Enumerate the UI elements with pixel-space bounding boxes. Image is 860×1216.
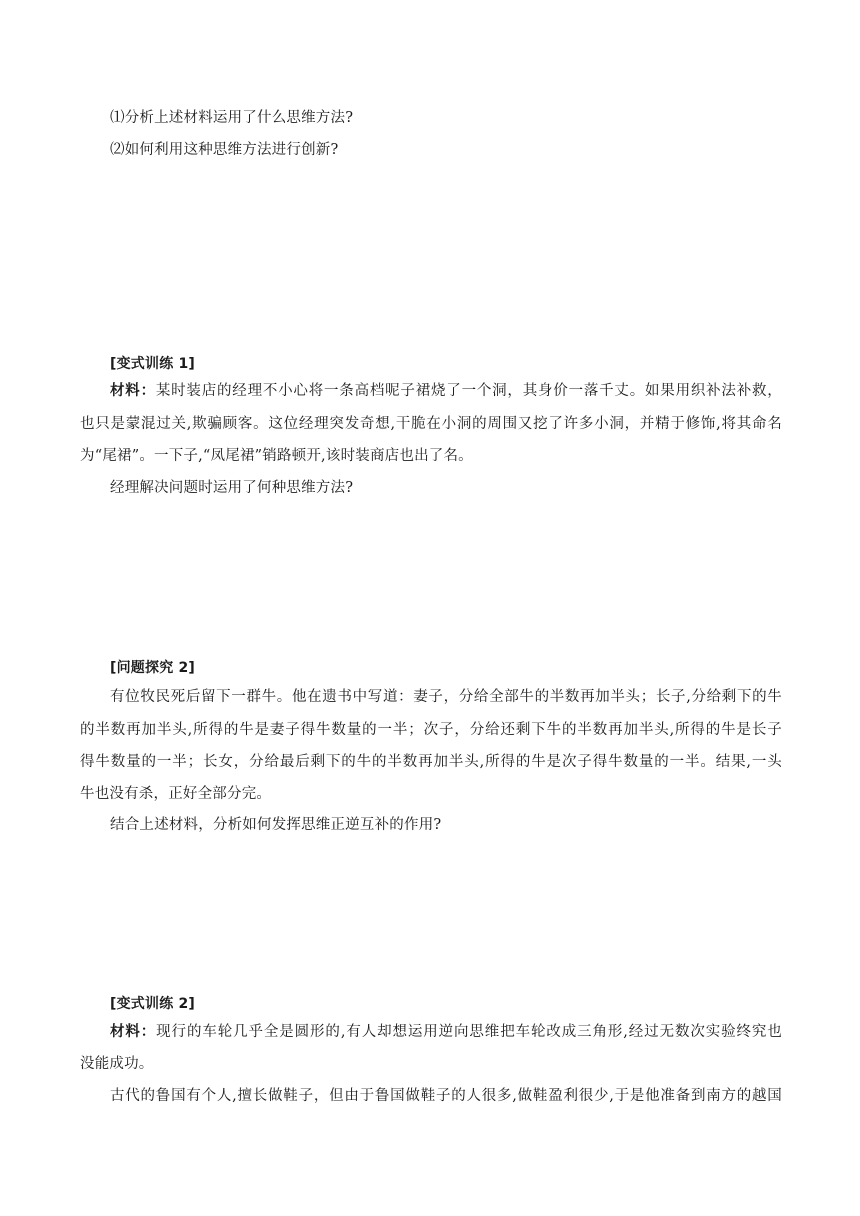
- material-label: 材料：: [110, 383, 156, 399]
- section1-paragraph-line-2: 也只是蒙混过关,欺骗顾客。这位经理突发奇想,干脆在小洞的周围又挖了许多小洞，并精于修饰,将其命名: [80, 416, 782, 432]
- section-heading-problem-inquiry-2: [问题探究 2]: [110, 660, 196, 676]
- material-label: 材料：: [110, 1024, 157, 1040]
- section2-paragraph-line-3: 得牛数量的一半；长女，分给最后剩下的牛的半数再加半头,所得的牛是次子得牛数量的一半。结果,一头: [80, 754, 782, 770]
- section1-line-1-text: 某时装店的经理不小心将一条高档呢子裙烧了一个洞，其身价一落千丈。如果用织补法补救，: [155, 383, 782, 399]
- section-heading-variant-training-1: [变式训练 1]: [110, 356, 196, 372]
- section2-paragraph-line-4: 牛也没有杀，正好全部分完。: [80, 786, 272, 802]
- section3-paragraph-line-3: 古代的鲁国有个人,擅长做鞋子，但由于鲁国做鞋子的人很多,做鞋盈利很少,于是他准备到南方的越国: [110, 1088, 782, 1104]
- question-1: ⑴分析上述材料运用了什么思维方法?: [110, 110, 354, 126]
- section2-paragraph-line-1: 有位牧民死后留下一群牛。他在遗书中写道：妻子，分给全部牛的半数再加半头；长子,分给剩下的牛: [110, 689, 782, 705]
- section2-paragraph-line-2: 的半数再加半头,所得的牛是妻子得牛数量的一半；次子，分给还剩下牛的半数再加半头,所得的牛是长子: [80, 722, 782, 738]
- section3-paragraph-line-2: 没能成功。: [80, 1056, 154, 1072]
- section1-paragraph-line-1: [110, 381, 782, 401]
- section3-line-1-text: 现行的车轮几乎全是圆形的,有人却想运用逆向思维把车轮改成三角形,经过无数次实验终究也: [156, 1024, 782, 1040]
- section-heading-variant-training-2: [变式训练 2]: [110, 996, 196, 1012]
- question-2: ⑵如何利用这种思维方法进行创新?: [110, 142, 339, 158]
- section1-question: 经理解决问题时运用了何种思维方法?: [110, 480, 354, 496]
- section1-paragraph-line-3: 为“尾裙”。一下子,“凤尾裙”销路顿开,该时装商店也出了名。: [80, 448, 473, 464]
- section3-paragraph-line-1: [110, 1022, 782, 1042]
- section2-question: 结合上述材料，分析如何发挥思维正逆互补的作用?: [110, 817, 442, 833]
